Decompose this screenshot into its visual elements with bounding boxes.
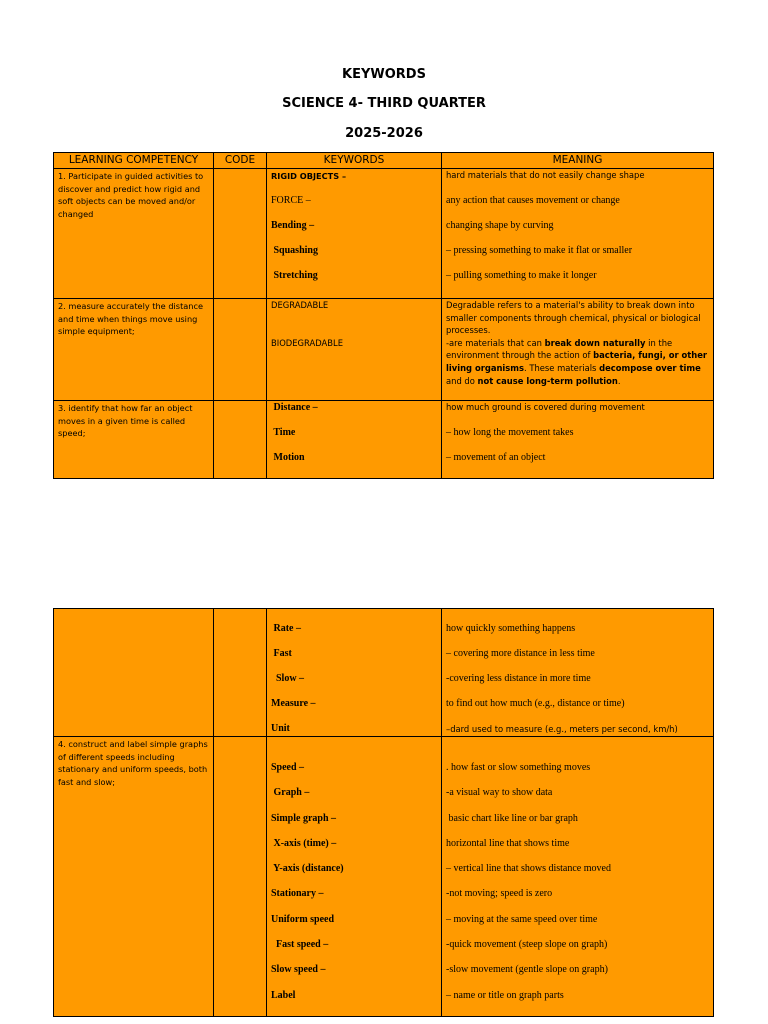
competency-cell: 2. measure accurately the distance and time when things move using simple equipment; [54,299,214,401]
meaning-text: . [617,375,621,386]
code-cell [214,737,267,1017]
meaning-cell [442,609,714,737]
document-title: KEYWORDS [342,67,426,82]
meaning: – how long the movement takes [446,427,574,438]
keyword: Slow – [271,673,305,684]
keyword: Motion [271,452,305,463]
meaning: how much ground is covered during movement [446,402,645,412]
school-year: 2025-2026 [345,126,423,141]
document-subtitle: SCIENCE 4- THIRD QUARTER [282,96,486,111]
meaning-text: and do [446,375,478,386]
keyword: X-axis (time) – [271,837,337,849]
keywords-cell [267,299,442,401]
keyword: Squashing [271,245,318,256]
meaning: –dard used to measure (e.g., meters per second, km/h) [446,724,678,734]
meaning: -slow movement (gentle slope on graph) [446,964,608,976]
meaning: -quick movement (steep slope on graph) [446,939,608,951]
meaning-cell [442,169,714,299]
meaning-emphasis: not cause long-term pollution [477,375,618,386]
keyword: Measure – [271,698,316,709]
meaning-emphasis: break down naturally [544,337,646,348]
meaning: -covering less distance in more time [446,673,591,684]
keywords-table-continued [53,608,714,1017]
meaning: -a visual way to show data [446,787,553,799]
keywords-cell [267,737,442,1017]
competency-cell [54,609,214,737]
keyword: Fast speed – [271,939,329,951]
code-cell [214,609,267,737]
keyword: Uniform speed [271,913,335,925]
meaning: – moving at the same speed over time [446,913,598,925]
meaning: -not moving; speed is zero [446,888,553,900]
meaning: – movement of an object [446,452,546,463]
competency-cell: 1. Participate in guided activities to discover and predict how rigid and soft objects can be moved and/or changed [54,169,214,299]
meaning-emphasis: decompose over time [599,362,701,373]
keyword: Graph – [271,787,310,799]
column-header-competency: LEARNING COMPETENCY [54,153,214,169]
meaning: – pulling something to make it longer [446,270,597,281]
keyword: Stretching [271,270,318,281]
keyword: Rate – [271,623,301,634]
meaning-text: . These materials [524,362,600,373]
code-cell [214,169,267,299]
competency-cell: 3. identify that how far an object moves in a given time is called speed; [54,401,214,479]
meaning-cell [442,737,714,1017]
code-cell [214,299,267,401]
meaning-emphasis: bacteria, fungi, or other living organisms [446,350,708,373]
column-header-code: CODE [214,153,267,169]
meaning: changing shape by curving [446,220,554,231]
keywords-table [53,152,714,479]
keyword: Fast [271,648,292,659]
meaning: . how fast or slow something moves [446,762,591,773]
meaning-cell [442,401,714,479]
meaning: to find out how much (e.g., distance or time) [446,698,625,709]
table-row [54,737,714,1017]
meaning: how quickly something happens [446,623,576,634]
competency-cell: 4. construct and label simple graphs of different speeds including stationary and uniform speeds, both fast and slow; [54,737,214,1017]
column-header-meaning: MEANING [442,153,714,169]
keyword: RIGID OBJECTS – [271,171,347,181]
keyword: Unit [271,723,290,734]
meaning-cell [442,299,714,401]
keyword: Time [271,427,296,438]
meaning: – covering more distance in less time [446,648,595,659]
keyword: Label [271,989,296,1001]
meaning: – name or title on graph parts [446,989,564,1001]
table-row [54,401,714,479]
meaning: horizontal line that shows time [446,837,570,849]
meaning-text: in the environment through the action of [446,337,673,361]
code-cell [214,401,267,479]
table-header-row [54,153,714,169]
keywords-cell [267,401,442,479]
keyword: Y-axis (distance) [271,863,344,875]
keyword: DEGRADABLE [271,300,329,310]
keyword: Simple graph – [271,812,337,824]
meaning-biodegradable [442,337,713,387]
keyword: Stationary – [271,888,324,900]
keyword: Speed – [271,762,305,773]
meaning-degradable: Degradable refers to a material's ability to break down into smaller components through chemical, physical or biological processes. [446,300,701,336]
keyword: Bending – [271,220,315,231]
table-row [54,299,714,401]
keywords-cell [267,169,442,299]
meaning: hard materials that do not easily change shape [446,170,645,180]
table-row [54,609,714,737]
keyword: FORCE – [271,195,311,206]
column-header-keywords: KEYWORDS [267,153,442,169]
meaning: – vertical line that shows distance moved [446,863,611,875]
keyword: Slow speed – [271,964,326,976]
keyword: Distance – [271,402,318,413]
meaning: – pressing something to make it flat or smaller [446,245,633,256]
table-row [54,169,714,299]
meaning: basic chart like line or bar graph [446,812,578,824]
meaning: any action that causes movement or change [446,195,620,206]
keywords-cell [267,609,442,737]
meaning-text: -are materials that can [446,337,545,348]
keyword: BIODEGRADABLE [271,338,343,348]
